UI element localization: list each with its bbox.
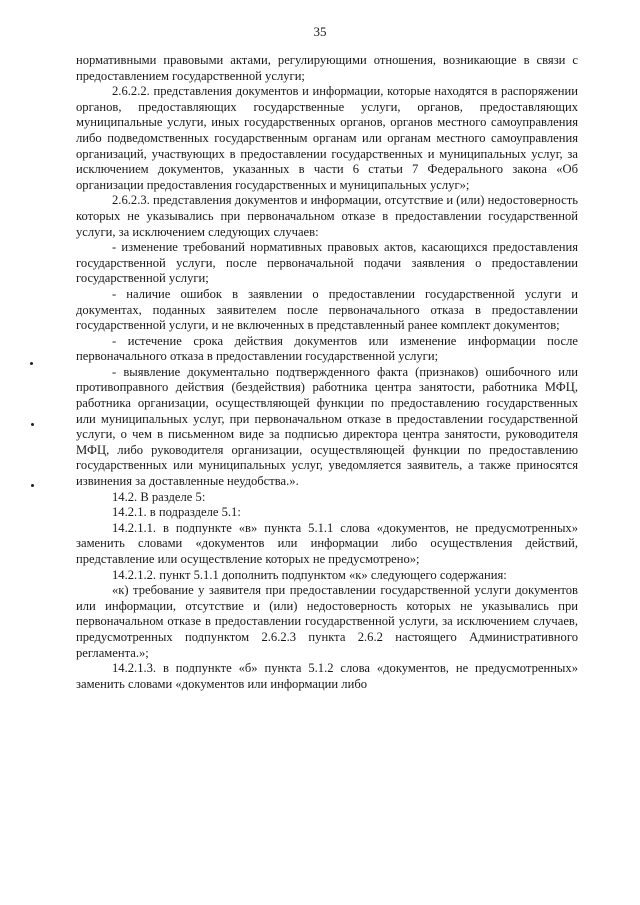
paragraph: 14.2. В разделе 5: xyxy=(112,489,206,504)
document-body xyxy=(76,53,578,692)
paragraph: 14.2.1.2. пункт 5.1.1 дополнить подпунктом «к» следующего содержания: xyxy=(112,567,507,582)
paragraph: 14.2.1. в подразделе 5.1: xyxy=(112,505,241,520)
scan-mark xyxy=(31,423,34,426)
scan-mark xyxy=(31,484,34,487)
paragraph: «к) требование у заявителя при предоставлении государственной услуги документов или информации, отсутствие и (или) недостоверность которых не указывались при первоначальном отказе в предоставлении государственной услуги, за исключением случаев, предусмотренных подпунктом 2.6.2.3 пункта 2.6.2 настоящего Административного регламента.»; xyxy=(76,583,578,660)
scan-mark xyxy=(30,362,33,365)
paragraph: 14.2.1.1. в подпункте «в» пункта 5.1.1 слова «документов, не предусмотренных» заменить словами «документов или информации либо осуществления действий, представление или осуществление которых не предусмотрено»; xyxy=(76,520,578,566)
paragraph: - выявление документально подтвержденного факта (признаков) ошибочного или противоправного действия (бездействия) работника центра занятости, работника МФЦ, работника организации, осуществляющей функции по предоставлению государственных или муниципальных услуг, при первоначальном отказе в предоставлении государственной услуги, о чем в письменном виде за подписью директора центра занятости, руководителя МФЦ, либо руководителя организации, осуществляющей функции по предоставлению государственных или муниципальных услуг, уведомляется заявитель, а также приносятся извинения за доставленные неудобства.». xyxy=(76,364,578,489)
paragraph: - наличие ошибок в заявлении о предоставлении государственной услуги и документах, поданных заявителем после первоначального отказа в предоставлении государственной услуги, и не включенных в представленный ранее комплект документов; xyxy=(76,286,578,333)
paragraph: 14.2.1.3. в подпункте «б» пункта 5.1.2 слова «документов, не предусмотренных» заменить словами «документов или информации либо xyxy=(76,661,578,691)
paragraph: 2.6.2.3. представления документов и информации, отсутствие и (или) недостоверность которых не указывались при первоначальном отказе в предоставлении государственной услуги, за исключением следующих случаев: xyxy=(76,193,578,239)
paragraph: - изменение требований нормативных правовых актов, касающихся предоставления государственной услуги, после первоначальной подачи заявления о предоставлении государственной услуги; xyxy=(76,240,578,286)
paragraph: нормативными правовыми актами, регулирующими отношения, возникающие в связи с предоставлением государственной услуги; xyxy=(76,53,578,83)
paragraph: - истечение срока действия документов или изменение информации после первоначального отказа в предоставлении государственной услуги; xyxy=(76,333,578,364)
paragraph: 2.6.2.2. представления документов и информации, которые находятся в распоряжении органов, предоставляющих государственные услуги, органов, предоставляющих муниципальные услуги, иных государственных органов, органов местного самоуправления либо подведомственных государственным органам или органам местного самоуправления организаций, участвующих в предоставлении государственных и муниципальных услуг, за исключением документов, указанных в части 6 статьи 7 Федерального закона «Об организации предоставления государственных и муниципальных услуг»; xyxy=(76,84,578,192)
page-number: 35 xyxy=(313,24,327,39)
